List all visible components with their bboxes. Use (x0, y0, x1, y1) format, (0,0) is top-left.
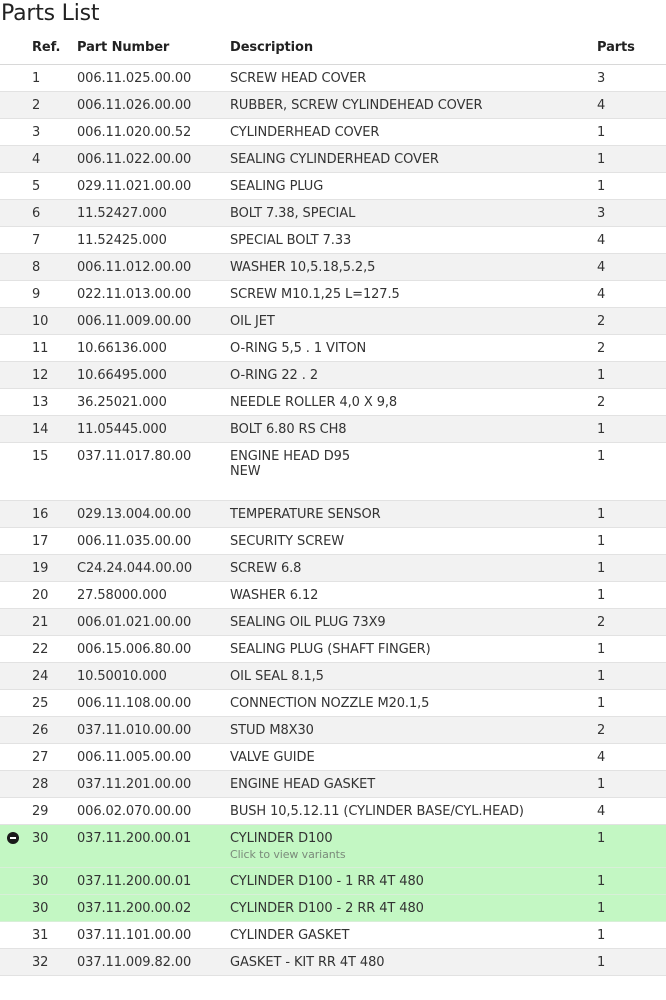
row-icon-cell (0, 443, 28, 501)
parts-qty-cell: 4 (593, 281, 666, 308)
description-cell (226, 443, 593, 501)
header-part-number: Part Number (73, 30, 226, 65)
row-icon-cell (0, 227, 28, 254)
table-row[interactable] (0, 825, 666, 868)
table-row (0, 92, 666, 119)
table-row (0, 227, 666, 254)
description-text: TEMPERATURE SENSOR (230, 507, 381, 522)
part-number-cell: 037.11.200.00.02 (73, 895, 226, 922)
description-text: O-RING 5,5 . 1 VITON (230, 341, 367, 356)
ref-cell: 25 (28, 690, 73, 717)
description-text: CYLINDER D100 (230, 831, 333, 846)
part-number-cell: 006.11.020.00.52 (73, 119, 226, 146)
description-text: O-RING 22 . 2 (230, 368, 318, 383)
description-text: CYLINDER D100 - 1 RR 4T 480 (230, 874, 424, 889)
row-icon-cell (0, 308, 28, 335)
ref-cell: 15 (28, 443, 73, 501)
part-number-cell: 006.11.035.00.00 (73, 528, 226, 555)
ref-cell: 11 (28, 335, 73, 362)
table-row (0, 65, 666, 92)
description-text: CYLINDER GASKET (230, 928, 350, 943)
parts-qty-cell: 1 (593, 582, 666, 609)
table-row (0, 501, 666, 528)
part-number-cell: 037.11.010.00.00 (73, 717, 226, 744)
row-icon-cell (0, 798, 28, 825)
table-row (0, 389, 666, 416)
description-cell (226, 528, 593, 555)
ref-cell: 10 (28, 308, 73, 335)
description-text: CYLINDER D100 - 2 RR 4T 480 (230, 901, 424, 916)
description-cell (226, 663, 593, 690)
ref-cell: 8 (28, 254, 73, 281)
parts-qty-cell: 2 (593, 308, 666, 335)
table-row (0, 636, 666, 663)
part-number-cell: 006.01.021.00.00 (73, 609, 226, 636)
table-row (0, 335, 666, 362)
parts-qty-cell: 1 (593, 443, 666, 501)
header-parts: Parts (593, 30, 666, 65)
description-text: SEALING PLUG (SHAFT FINGER) (230, 642, 431, 657)
description-text: BOLT 6.80 RS CH8 (230, 422, 347, 437)
description-text: CYLINDERHEAD COVER (230, 125, 380, 140)
part-number-cell: 029.13.004.00.00 (73, 501, 226, 528)
row-icon-cell (0, 389, 28, 416)
description-cell (226, 582, 593, 609)
ref-cell: 2 (28, 92, 73, 119)
minus-circle-icon[interactable] (7, 832, 19, 844)
ref-cell: 26 (28, 717, 73, 744)
description-cell (226, 119, 593, 146)
part-number-cell: 36.25021.000 (73, 389, 226, 416)
table-row (0, 582, 666, 609)
row-icon-cell (0, 895, 28, 922)
description-cell (226, 501, 593, 528)
parts-qty-cell: 3 (593, 200, 666, 227)
header-row (0, 30, 666, 65)
ref-cell: 24 (28, 663, 73, 690)
part-number-cell: 037.11.201.00.00 (73, 771, 226, 798)
ref-cell: 30 (28, 868, 73, 895)
table-row (0, 119, 666, 146)
row-icon-cell (0, 254, 28, 281)
parts-qty-cell: 1 (593, 825, 666, 868)
table-row (0, 922, 666, 949)
row-icon-cell (0, 636, 28, 663)
description-cell (226, 362, 593, 389)
description-text: SCREW 6.8 (230, 561, 302, 576)
row-icon-cell (0, 362, 28, 389)
part-number-cell: 11.52425.000 (73, 227, 226, 254)
description-cell (226, 825, 593, 868)
description-cell (226, 173, 593, 200)
description-cell (226, 744, 593, 771)
row-icon-cell (0, 771, 28, 798)
part-number-cell: C24.24.044.00.00 (73, 555, 226, 582)
part-number-cell: 006.11.005.00.00 (73, 744, 226, 771)
description-text: BUSH 10,5.12.11 (CYLINDER BASE/CYL.HEAD) (230, 804, 524, 819)
ref-cell: 13 (28, 389, 73, 416)
description-text: SEALING PLUG (230, 179, 324, 194)
description-cell (226, 146, 593, 173)
row-icon-cell (0, 146, 28, 173)
header-icon (0, 30, 28, 65)
row-icon-cell (0, 65, 28, 92)
parts-qty-cell: 1 (593, 173, 666, 200)
description-text: SEALING OIL PLUG 73X9 (230, 615, 386, 630)
parts-qty-cell: 1 (593, 528, 666, 555)
row-icon-cell (0, 501, 28, 528)
description-cell (226, 922, 593, 949)
parts-qty-cell: 1 (593, 146, 666, 173)
parts-qty-cell: 1 (593, 949, 666, 976)
description-text: ENGINE HEAD GASKET (230, 777, 376, 792)
parts-qty-cell: 4 (593, 227, 666, 254)
table-row (0, 555, 666, 582)
parts-qty-cell: 4 (593, 798, 666, 825)
ref-cell: 27 (28, 744, 73, 771)
description-text-line2: NEW (230, 464, 261, 479)
parts-table (0, 30, 666, 976)
description-cell (226, 416, 593, 443)
parts-qty-cell: 2 (593, 335, 666, 362)
ref-cell: 30 (28, 825, 73, 868)
ref-cell: 31 (28, 922, 73, 949)
table-row (0, 690, 666, 717)
row-icon-cell (0, 868, 28, 895)
row-icon-cell (0, 281, 28, 308)
header-ref: Ref. (28, 30, 73, 65)
table-row (0, 717, 666, 744)
ref-cell: 30 (28, 895, 73, 922)
description-cell (226, 798, 593, 825)
parts-qty-cell: 4 (593, 92, 666, 119)
description-cell (226, 227, 593, 254)
ref-cell: 7 (28, 227, 73, 254)
part-number-cell: 11.52427.000 (73, 200, 226, 227)
row-icon-cell (0, 200, 28, 227)
description-cell (226, 771, 593, 798)
ref-cell: 29 (28, 798, 73, 825)
table-row (0, 663, 666, 690)
description-cell (226, 281, 593, 308)
description-cell (226, 636, 593, 663)
view-variants-link[interactable]: Click to view variants (230, 848, 346, 861)
row-icon-cell (0, 663, 28, 690)
row-icon-cell (0, 922, 28, 949)
row-icon-cell (0, 582, 28, 609)
table-row (0, 744, 666, 771)
part-number-cell: 006.11.025.00.00 (73, 65, 226, 92)
description-cell (226, 690, 593, 717)
table-header (0, 30, 666, 65)
part-number-cell: 037.11.017.80.00 (73, 443, 226, 501)
description-text: SEALING CYLINDERHEAD COVER (230, 152, 439, 167)
row-icon-cell (0, 173, 28, 200)
parts-qty-cell: 1 (593, 690, 666, 717)
ref-cell: 3 (28, 119, 73, 146)
ref-cell: 14 (28, 416, 73, 443)
ref-cell: 20 (28, 582, 73, 609)
description-cell (226, 717, 593, 744)
page-title: Parts List (1, 1, 100, 26)
description-text: ENGINE HEAD D95 (230, 449, 350, 464)
description-text: RUBBER, SCREW CYLINDEHEAD COVER (230, 98, 483, 113)
row-icon-cell (0, 119, 28, 146)
row-icon-cell (0, 690, 28, 717)
description-cell (226, 868, 593, 895)
parts-qty-cell: 1 (593, 362, 666, 389)
ref-cell: 1 (28, 65, 73, 92)
parts-qty-cell: 1 (593, 501, 666, 528)
ref-cell: 6 (28, 200, 73, 227)
part-number-cell: 10.66495.000 (73, 362, 226, 389)
description-text: WASHER 6.12 (230, 588, 319, 603)
header-description: Description (226, 30, 593, 65)
ref-cell: 22 (28, 636, 73, 663)
description-cell (226, 895, 593, 922)
parts-qty-cell: 1 (593, 636, 666, 663)
part-number-cell: 022.11.013.00.00 (73, 281, 226, 308)
table-row (0, 949, 666, 976)
parts-qty-cell: 1 (593, 119, 666, 146)
parts-qty-cell: 1 (593, 771, 666, 798)
part-number-cell: 10.66136.000 (73, 335, 226, 362)
parts-qty-cell: 4 (593, 254, 666, 281)
parts-qty-cell: 1 (593, 416, 666, 443)
part-number-cell: 27.58000.000 (73, 582, 226, 609)
ref-cell: 21 (28, 609, 73, 636)
description-text: SPECIAL BOLT 7.33 (230, 233, 352, 248)
table-row (0, 528, 666, 555)
description-cell (226, 65, 593, 92)
parts-qty-cell: 2 (593, 717, 666, 744)
part-number-cell: 037.11.200.00.01 (73, 868, 226, 895)
part-number-cell: 037.11.009.82.00 (73, 949, 226, 976)
ref-cell: 16 (28, 501, 73, 528)
ref-cell: 12 (28, 362, 73, 389)
description-text: SCREW HEAD COVER (230, 71, 367, 86)
part-number-cell: 006.15.006.80.00 (73, 636, 226, 663)
description-text: GASKET - KIT RR 4T 480 (230, 955, 385, 970)
description-cell (226, 92, 593, 119)
ref-cell: 9 (28, 281, 73, 308)
row-icon-cell (0, 744, 28, 771)
description-text: STUD M8X30 (230, 723, 314, 738)
part-number-cell: 10.50010.000 (73, 663, 226, 690)
parts-qty-cell: 2 (593, 389, 666, 416)
description-text: VALVE GUIDE (230, 750, 315, 765)
part-number-cell: 006.11.022.00.00 (73, 146, 226, 173)
row-icon-cell (0, 528, 28, 555)
description-text: OIL SEAL 8.1,5 (230, 669, 324, 684)
part-number-cell: 006.02.070.00.00 (73, 798, 226, 825)
ref-cell: 17 (28, 528, 73, 555)
parts-qty-cell: 3 (593, 65, 666, 92)
part-number-cell: 029.11.021.00.00 (73, 173, 226, 200)
description-cell (226, 200, 593, 227)
parts-qty-cell: 1 (593, 868, 666, 895)
variant-row (0, 895, 666, 922)
table-row (0, 254, 666, 281)
table-row (0, 146, 666, 173)
table-row (0, 798, 666, 825)
parts-qty-cell: 1 (593, 663, 666, 690)
ref-cell: 28 (28, 771, 73, 798)
description-text: WASHER 10,5.18,5.2,5 (230, 260, 376, 275)
description-cell (226, 335, 593, 362)
description-text: OIL JET (230, 314, 275, 329)
row-icon-cell (0, 555, 28, 582)
row-icon-cell (0, 949, 28, 976)
parts-qty-cell: 1 (593, 922, 666, 949)
variant-row (0, 868, 666, 895)
part-number-cell: 037.11.200.00.01 (73, 825, 226, 868)
description-cell (226, 609, 593, 636)
description-text: BOLT 7.38, SPECIAL (230, 206, 356, 221)
row-icon-cell (0, 609, 28, 636)
description-text: CONNECTION NOZZLE M20.1,5 (230, 696, 430, 711)
row-icon-cell (0, 92, 28, 119)
table-row (0, 200, 666, 227)
description-text: NEEDLE ROLLER 4,0 X 9,8 (230, 395, 398, 410)
table-row (0, 771, 666, 798)
table-row (0, 609, 666, 636)
ref-cell: 5 (28, 173, 73, 200)
table-body (0, 65, 666, 976)
part-number-cell: 037.11.101.00.00 (73, 922, 226, 949)
description-text: SECURITY SCREW (230, 534, 344, 549)
table-row (0, 443, 666, 501)
ref-cell: 19 (28, 555, 73, 582)
row-icon-cell (0, 717, 28, 744)
ref-cell: 32 (28, 949, 73, 976)
part-number-cell: 006.11.108.00.00 (73, 690, 226, 717)
row-icon-cell (0, 825, 28, 868)
table-row (0, 173, 666, 200)
part-number-cell: 006.11.012.00.00 (73, 254, 226, 281)
ref-cell: 4 (28, 146, 73, 173)
parts-qty-cell: 4 (593, 744, 666, 771)
table-row (0, 308, 666, 335)
description-cell (226, 308, 593, 335)
part-number-cell: 006.11.026.00.00 (73, 92, 226, 119)
description-text: SCREW M10.1,25 L=127.5 (230, 287, 400, 302)
description-cell (226, 254, 593, 281)
parts-qty-cell: 1 (593, 555, 666, 582)
table-row (0, 416, 666, 443)
description-cell (226, 949, 593, 976)
row-icon-cell (0, 335, 28, 362)
row-icon-cell (0, 416, 28, 443)
part-number-cell: 11.05445.000 (73, 416, 226, 443)
parts-qty-cell: 2 (593, 609, 666, 636)
table-row (0, 281, 666, 308)
description-cell (226, 389, 593, 416)
parts-qty-cell: 1 (593, 895, 666, 922)
part-number-cell: 006.11.009.00.00 (73, 308, 226, 335)
description-cell (226, 555, 593, 582)
table-row (0, 362, 666, 389)
